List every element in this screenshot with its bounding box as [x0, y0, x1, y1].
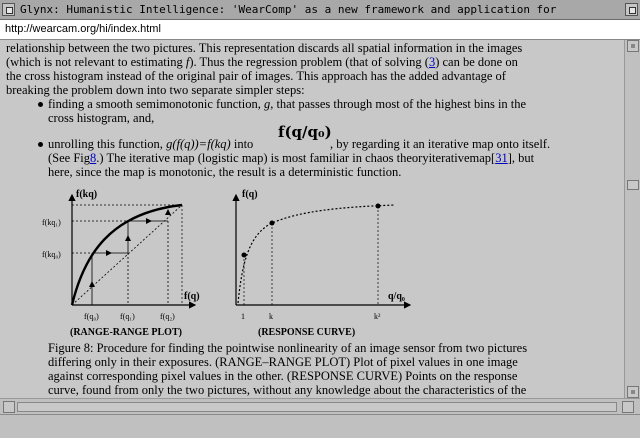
text-run: (See Fig	[48, 151, 91, 165]
curve-point	[376, 204, 381, 209]
left-plot-caption: (RANGE-RANGE PLOT)	[70, 327, 182, 338]
text-run: unrolling this function,	[48, 137, 167, 151]
url-bar[interactable]	[0, 20, 640, 40]
scroll-up-button[interactable]	[627, 40, 639, 52]
left-x-tick: f(q₂)	[160, 312, 175, 321]
right-x-tick: 1	[241, 312, 245, 321]
caption-line: differing only in their exposures. (RANGE–RANGE PLOT) Plot of pixel values in one image	[48, 355, 518, 369]
page-content	[0, 40, 624, 398]
range-range-plot	[42, 189, 200, 321]
citation-link-31[interactable]: 31	[495, 151, 508, 165]
figure-link-8[interactable]: 8	[90, 151, 97, 165]
arrow-up-marker	[165, 209, 171, 215]
horizontal-scrollbar[interactable]	[0, 398, 640, 414]
right-x-label: q/q₀	[388, 291, 405, 302]
equation-link-3[interactable]: 3	[428, 55, 436, 69]
url-text: http://wearcam.org/hi/index.html	[5, 23, 161, 35]
para-line: relationship between the two pictures. This representation discards all spatial information in the images	[6, 41, 523, 55]
scroll-thumb[interactable]	[627, 180, 639, 190]
right-x-tick: k	[269, 312, 273, 321]
bullet-dot	[38, 142, 43, 147]
bullet-line	[48, 151, 534, 165]
right-x-tick: k²	[374, 312, 381, 321]
arrow-up-marker	[125, 235, 131, 241]
left-y-tick: f(kq₁)	[42, 218, 61, 227]
window-titlebar[interactable]	[0, 0, 640, 20]
window-title: Glynx: Humanistic Intelligence: 'WearComp' as a new framework and application for	[20, 3, 557, 16]
arrow-up-marker	[89, 281, 95, 287]
para-line: the cross histogram instead of the original pair of images. This approach has the added advantage of	[6, 69, 506, 83]
scroll-track[interactable]	[17, 402, 617, 412]
text-run: , that passes through most of the highest bins in the	[270, 97, 527, 111]
right-plot-caption: (RESPONSE CURVE)	[258, 327, 356, 338]
math-var: f	[185, 55, 190, 69]
status-bar	[0, 414, 640, 438]
bullet-line	[48, 97, 526, 111]
window-maximize-button[interactable]	[625, 3, 638, 16]
bullet-line	[48, 137, 253, 151]
scroll-right-button[interactable]	[622, 401, 634, 413]
bullet-dot	[38, 102, 43, 107]
scroll-down-button[interactable]	[627, 386, 639, 398]
text-run: finding a smooth semimonotonic function,	[48, 97, 264, 111]
math-var: g	[263, 97, 271, 111]
text-run: ], but	[507, 151, 535, 165]
vertical-scrollbar[interactable]	[624, 40, 640, 398]
identity-line	[72, 205, 182, 305]
bullet-line: here, since the map is monotonic, the result is a deterministic function.	[48, 165, 402, 179]
para-line	[6, 55, 518, 69]
text-run: .) The iterative map (logistic map) is most familiar in chaos theoryiterativemap[	[96, 151, 496, 165]
caption-line: curve, found from only the two pictures, without any knowledge about the characteristics of the	[48, 383, 527, 397]
arrow-right-marker	[146, 218, 152, 224]
left-y-tick: f(kq₀)	[42, 250, 61, 259]
bullet-line: cross histogram, and,	[48, 111, 155, 125]
text-run: ). Thus the regression problem (that of solving (	[189, 55, 429, 69]
left-x-label: f(q)	[184, 291, 200, 302]
caption-line: Figure 8: Procedure for finding the pointwise nonlinearity of an image sensor from two pictures	[48, 341, 528, 355]
bullet-line: , by regarding it an iterative map onto itself.	[330, 137, 551, 151]
response-curve	[238, 205, 395, 303]
text-run: (which is not relevant to estimating	[6, 55, 186, 69]
math-display: f(q/q₀)	[278, 123, 332, 141]
curve-point	[270, 221, 275, 226]
left-x-tick: f(q₁)	[120, 312, 135, 321]
text-run: ) can be done on	[435, 55, 518, 69]
right-y-label: f(q)	[242, 189, 258, 200]
left-y-label: f(kq)	[76, 189, 98, 200]
caption-line: against corresponding pixel values in the other. (RESPONSE CURVE) Points on the response	[48, 369, 518, 383]
text-run: into	[230, 137, 254, 151]
left-x-tick: f(q₀)	[84, 312, 99, 321]
math-inline: g(f(q))=f(kq)	[166, 137, 231, 151]
para-line: breaking the problem down into two separate simpler steps:	[6, 83, 305, 97]
arrow-right-marker	[106, 250, 112, 256]
curve-point	[242, 253, 247, 258]
range-curve	[72, 205, 182, 305]
figure-8	[0, 185, 624, 345]
scroll-left-button[interactable]	[3, 401, 15, 413]
response-curve-plot	[236, 189, 410, 321]
window-menu-button[interactable]	[2, 3, 15, 16]
